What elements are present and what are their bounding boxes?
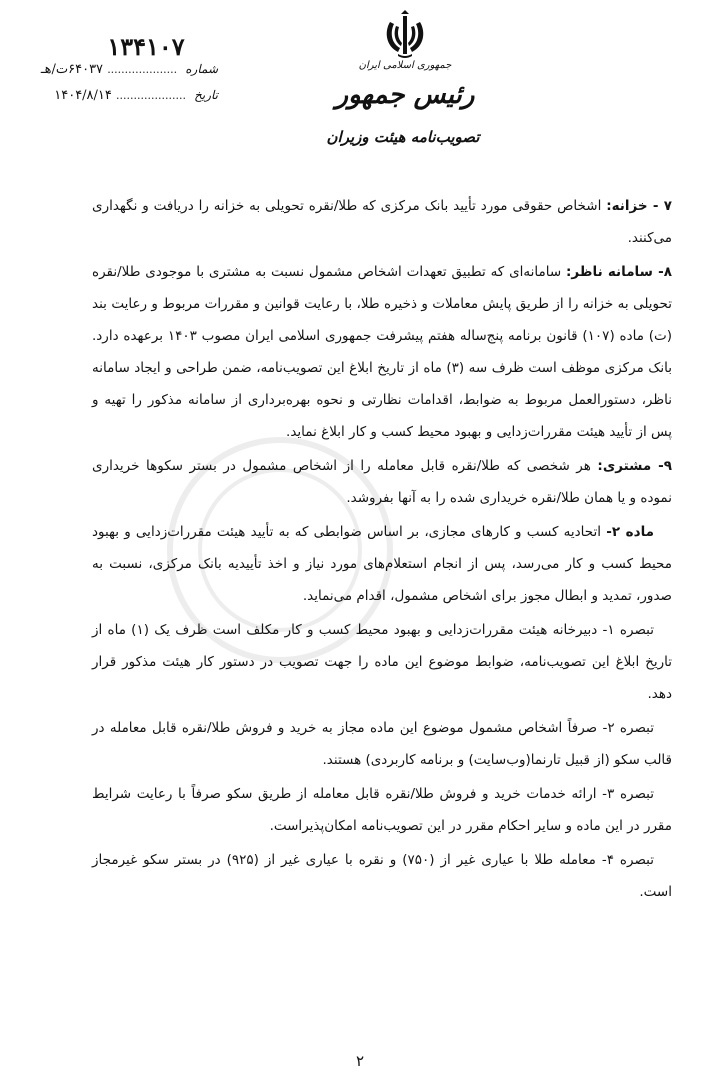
- date-value: ۱۴۰۴/۸/۱۴: [54, 88, 112, 103]
- page-number: ۲: [355, 1052, 365, 1070]
- paragraph-treasury: [92, 190, 672, 254]
- paragraph-text: تبصره ۲- صرفاً اشخاص مشمول موضوع این ماده مجاز به خرید و فروش طلا/نقره قابل معامله در قالب سکو (از قبیل تارنما(وب‌سایت) و برنامه کاربردی) هستند.: [92, 720, 672, 768]
- republic-title: جمهوری اسلامی ایران: [358, 60, 452, 71]
- paragraph-note-3: [92, 778, 672, 842]
- paragraph-text: تبصره ۴- معامله طلا با عیاری غیر از (۷۵۰) و نقره با عیاری غیر از (۹۲۵) در بستر سکو غیرمجاز است.: [92, 852, 672, 900]
- paragraph-text: اشخاص حقوقی مورد تأیید بانک مرکزی که طلا/نقره تحویلی به خزانه را دریافت و نگهداری می‌کنند.: [92, 198, 672, 246]
- paragraph-heading: ۷ - خزانه:: [606, 198, 672, 214]
- paragraph-heading: ۸- سامانه ناظر:: [565, 264, 672, 280]
- number-value: ۶۴۰۳۷ت/هـ: [40, 62, 104, 77]
- date-row: [54, 88, 218, 103]
- president-title: رئیس جمهور: [335, 80, 475, 110]
- paragraph-customer: [92, 450, 672, 514]
- paragraph-note-1: [92, 614, 672, 710]
- paragraph-note-4: [92, 844, 672, 908]
- cabinet-decree-title: تصویب‌نامه هیئت وزیران: [326, 128, 480, 146]
- paragraph-text: تبصره ۳- ارائه خدمات خرید و فروش طلا/نقره قابل معامله از طریق سکو صرفاً با رعایت شرایط مقرر در این ماده و سایر احکام مقرر در این تصویب‌نامه امکان‌پذیراست.: [92, 786, 672, 834]
- paragraph-article-2: [92, 516, 672, 612]
- registration-number: ۱۳۴۱۰۷: [107, 32, 185, 61]
- number-dots: ....................: [107, 63, 178, 76]
- number-row: [41, 62, 218, 77]
- paragraph-text: اتحادیه کسب و کارهای مجازی، بر اساس ضوابطی که به تأیید هیئت مقررات‌زدایی و بهبود محیط کسب و کار می‌رسد، پس از انجام استعلام‌های مورد نیاز و اخذ تأییدیه بانک مرکزی، نسبت به صدور، تمدید و ابطال مجوز برای اشخاص مشمول، اقدام می‌نماید.: [92, 524, 672, 604]
- date-dots: ....................: [116, 89, 186, 102]
- paragraph-text: سامانه‌ای که تطبیق تعهدات اشخاص مشمول نسبت به مشتری با موجودی طلا/نقره تحویلی به خزانه را از طریق پایش معاملات و ذخیره طلا، با رعایت قوانین و مقررات مربوط و رعایت بند (ت) ماده (۱۰۷) قانون برنامه پنج‌ساله هفتم پیشرفت جمهوری اسلامی ایران مصوب ۱۴۰۳ برعهده دارد. بانک مرکزی موظف است ظرف سه (۳) ماه از تاریخ ابلاغ این تصویب‌نامه، ضمن طراحی و ایجاد سامانه ناظر، دستورالعمل مربوط به ضوابط، اقدامات نظارتی و نحوه بهره‌برداری از سامانه مذکور را تهیه و پس از تأیید هیئت مقررات‌زدایی و بهبود محیط کسب و کار ابلاغ نماید.: [92, 264, 673, 440]
- paragraph-text: تبصره ۱- دبیرخانه هیئت مقررات‌زدایی و بهبود محیط کسب و کار مکلف است ظرف یک (۱) ماه از تاریخ ابلاغ این تصویب‌نامه، ضوابط موضوع این ماده را جهت تصویب در دستور کار هیئت مذکور قرار دهد.: [92, 622, 672, 702]
- paragraph-heading: ماده ۲-: [606, 524, 654, 540]
- number-label: شماره: [185, 62, 218, 76]
- paragraph-heading: ۹- مشتری:: [597, 458, 672, 474]
- iran-emblem-icon: [382, 8, 428, 60]
- date-label: تاریخ: [194, 88, 218, 102]
- decree-body: [92, 190, 672, 910]
- paragraph-note-2: [92, 712, 672, 776]
- paragraph-monitoring-system: [92, 256, 672, 448]
- paragraph-text: هر شخصی که طلا/نقره قابل معامله را از اشخاص مشمول در بستر سکوها خریداری نموده و یا همان طلا/نقره خریداری شده را به آنها بفروشد.: [92, 458, 672, 506]
